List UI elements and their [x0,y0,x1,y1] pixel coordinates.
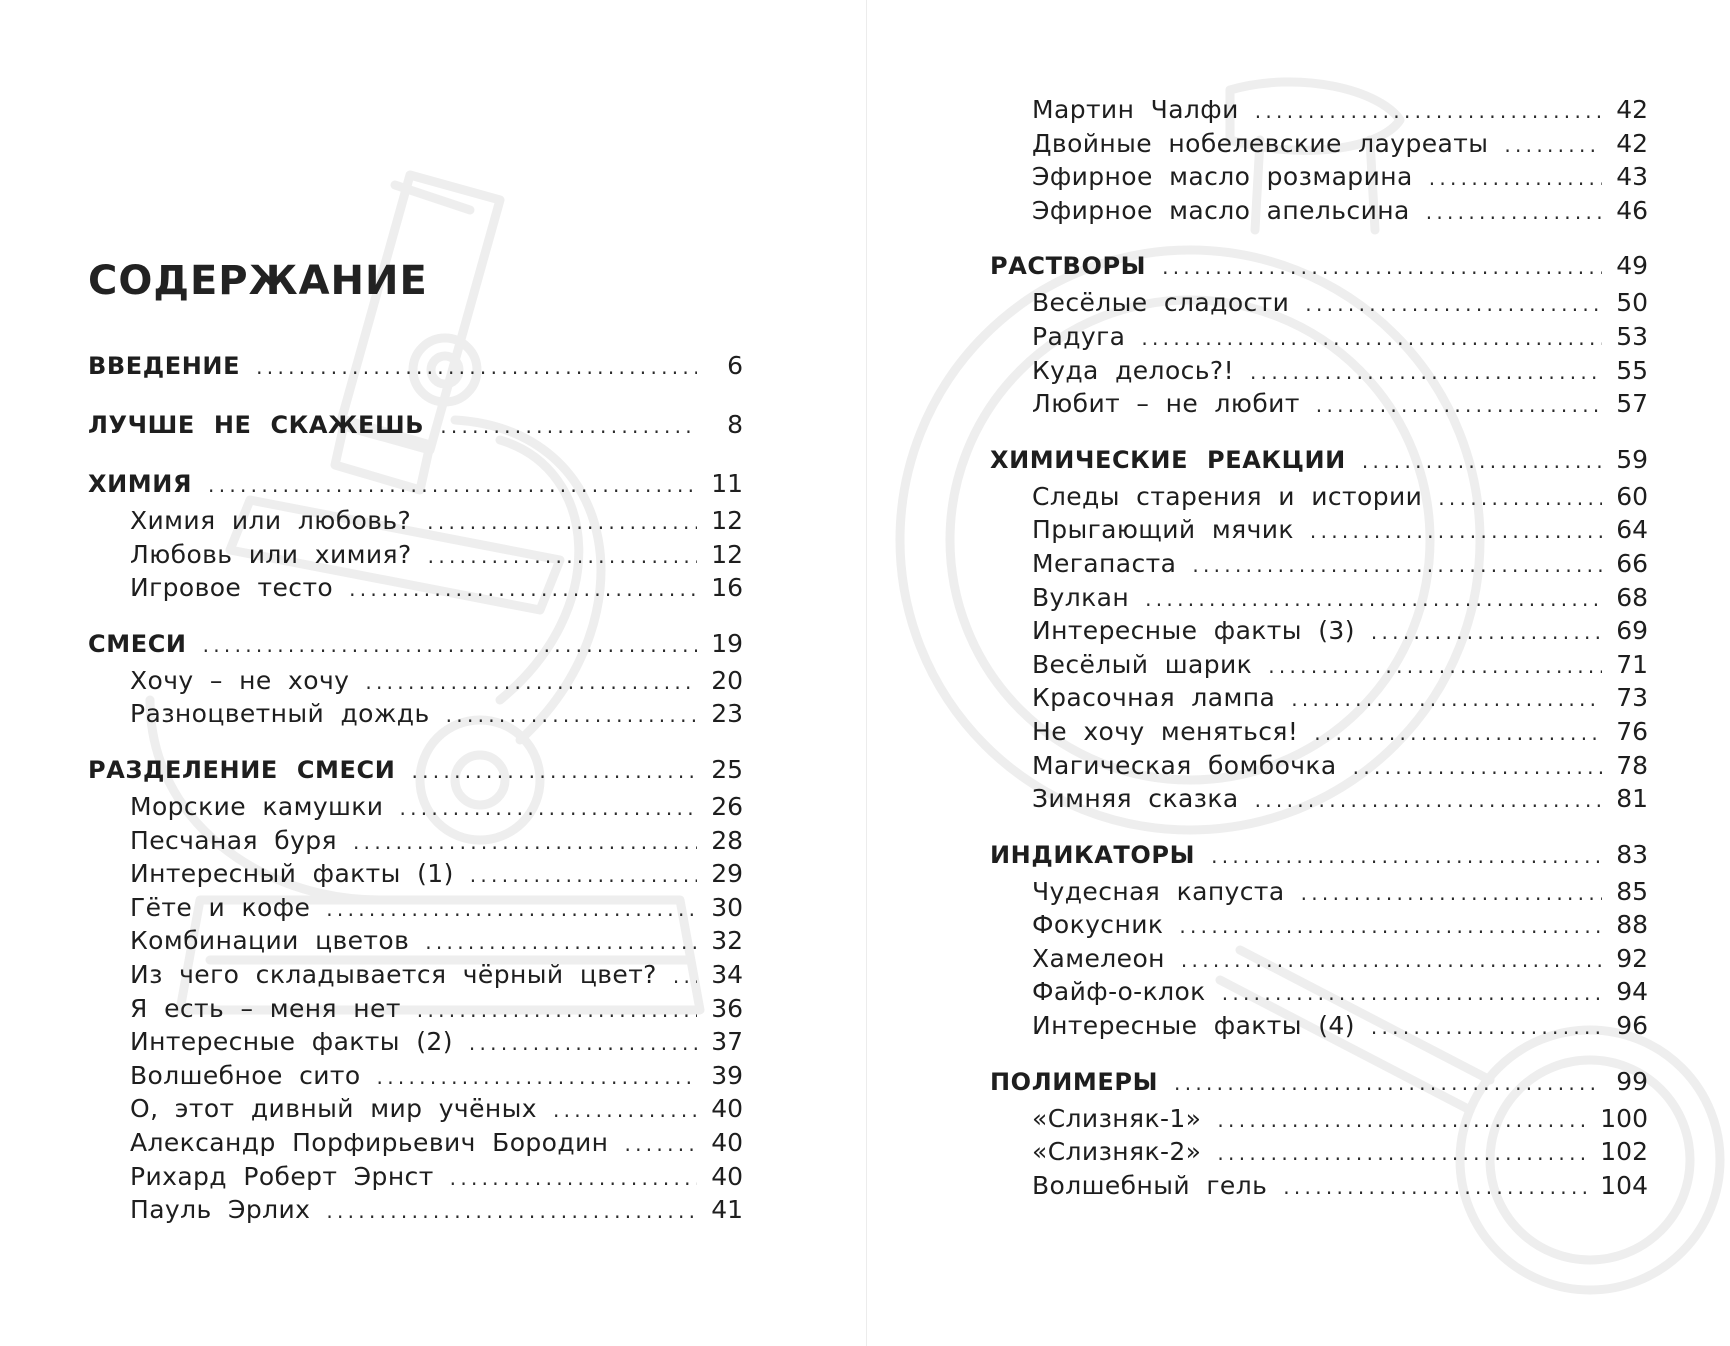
toc-page-number: 49 [1616,251,1648,281]
toc-right-column [990,93,1648,1202]
toc-section-heading[interactable] [88,405,743,445]
toc-entry-title: Хочу – не хочу [130,665,350,695]
toc-section-title: СМЕСИ [88,629,187,658]
toc-page-number: 40 [711,1127,743,1157]
toc-entry[interactable] [88,790,743,824]
toc-page-number: 66 [1616,548,1648,578]
toc-entry[interactable] [88,1160,743,1194]
toc-leader-dots [450,1162,697,1196]
toc-entry[interactable] [990,93,1648,127]
toc-page-number: 36 [711,993,743,1023]
toc-page-number: 11 [711,469,743,498]
toc-entry[interactable] [990,1135,1648,1169]
toc-page-number: 55 [1616,355,1648,385]
toc-entry-title: Песчаная буря [130,825,337,855]
toc-leader-dots [425,926,697,960]
toc-leader-dots [1174,1063,1602,1103]
toc-entry-title: Куда делось?! [1032,355,1235,385]
toc-leader-dots [1179,910,1602,944]
toc-leader-dots [1316,389,1602,423]
toc-leader-dots [1181,944,1602,978]
toc-entry[interactable] [88,824,743,858]
toc-entry-title: Игровое тесто [130,573,334,603]
toc-section [88,464,743,605]
toc-page-number: 71 [1616,649,1648,679]
toc-entry[interactable] [990,581,1648,615]
toc-section-heading[interactable] [88,346,743,386]
toc-page-number: 94 [1616,977,1648,1007]
toc-entry-title: Интересные факты (4) [1032,1011,1355,1041]
toc-leader-dots [428,540,697,574]
toc-section-heading[interactable] [990,440,1648,480]
toc-entry[interactable] [990,160,1648,194]
page-title: СОДЕРЖАНИЕ [88,258,428,304]
toc-leader-dots [1255,784,1602,818]
toc-page-number: 41 [711,1195,743,1225]
toc-entry[interactable] [88,664,743,698]
toc-section [88,750,743,1227]
toc-leader-dots [1291,683,1602,717]
toc-leader-dots [365,666,697,700]
toc-page-number: 104 [1600,1170,1648,1200]
toc-page-number: 102 [1600,1137,1648,1167]
toc-leader-dots [446,699,697,733]
toc-entry-title: Рихард Роберт Эрнст [130,1161,434,1191]
toc-leader-dots [427,506,697,540]
toc-entry[interactable] [990,681,1648,715]
toc-page-number: 28 [711,825,743,855]
toc-entry-title: Мартин Чалфи [1032,95,1239,124]
toc-section [88,624,743,731]
toc-leader-dots [1301,877,1602,911]
toc-section-title: ПОЛИМЕРЫ [990,1067,1159,1096]
toc-entry[interactable] [88,891,743,925]
toc-entry[interactable] [990,908,1648,942]
toc-entry-title: Мегапаста [1032,548,1177,578]
toc-entry-title: Красочная лампа [1032,683,1276,713]
toc-entry[interactable] [990,513,1648,547]
toc-leader-dots [553,1094,697,1128]
toc-entry[interactable] [990,387,1648,421]
toc-entry-title: Двойные нобелевские лауреаты [1032,128,1489,158]
toc-leader-dots [1426,196,1602,230]
toc-entry[interactable] [990,547,1648,581]
toc-leader-dots [1283,1171,1588,1205]
toc-entry-title: Файф-о-клок [1032,977,1206,1007]
toc-entry[interactable] [990,749,1648,783]
toc-entry-title: Вулкан [1032,582,1130,612]
toc-page-number: 83 [1616,839,1648,869]
toc-leader-dots [1504,129,1602,163]
toc-entry-title: Прыгающий мячик [1032,515,1294,545]
toc-leader-dots [470,859,697,893]
toc-page-number: 37 [711,1027,743,1057]
toc-entry[interactable] [88,697,743,731]
toc-section-title: ЛУЧШЕ НЕ СКАЖЕШЬ [88,411,425,439]
toc-entry-title: Весёлые сладости [1032,288,1290,318]
toc-leader-dots [1141,322,1602,356]
toc-page-number: 30 [711,892,743,922]
toc-entry-title: Не хочу меняться! [1032,716,1299,746]
toc-leader-dots [1222,977,1602,1011]
toc-page-number: 32 [711,926,743,956]
toc-leader-dots [1362,441,1602,481]
toc-page-number: 53 [1616,321,1648,351]
toc-page-number: 19 [711,628,743,658]
toc-entry-title: Интересные факты (2) [130,1027,453,1057]
toc-leader-dots [1429,162,1602,196]
toc-section-heading[interactable] [990,246,1648,286]
toc-section [990,835,1648,1043]
toc-entry-title: Хамелеон [1032,943,1165,973]
toc-leader-dots [399,792,697,826]
toc-entry[interactable] [990,875,1648,909]
toc-entry[interactable] [88,1126,743,1160]
toc-leader-dots [469,1027,697,1061]
toc-leader-dots [1250,356,1602,390]
toc-leader-dots [624,1128,697,1162]
toc-section-heading[interactable] [88,750,743,790]
toc-leader-dots [1314,717,1602,751]
toc-entry-title: Александр Порфирьевич Бородин [130,1127,609,1157]
toc-entry[interactable] [88,1059,743,1093]
toc-entry-title: Морские камушки [130,791,384,821]
toc-leader-dots [353,826,697,860]
toc-page-number: 46 [1616,195,1648,225]
toc-page-number: 100 [1600,1103,1648,1133]
toc-entry[interactable] [88,958,743,992]
toc-entry-title: Разноцветный дождь [130,699,430,729]
toc-section-title: РАЗДЕЛЕНИЕ СМЕСИ [88,755,396,784]
toc-entry-title: Пауль Эрлих [130,1195,311,1225]
toc-entry-title: Гёте и кофе [130,892,311,922]
toc-leader-dots [1305,288,1602,322]
toc-entry-title: «Слизняк-2» [1032,1137,1202,1167]
toc-section-heading[interactable] [88,624,743,664]
toc-entry-title: Чудесная капуста [1032,876,1285,906]
toc-section-title: ВВЕДЕНИЕ [88,352,241,380]
toc-entry-title: Комбинации цветов [130,926,410,956]
toc-page-number: 88 [1616,910,1648,940]
toc-leader-dots [1217,1104,1588,1138]
toc-entry[interactable] [990,480,1648,514]
toc-entry[interactable] [88,504,743,538]
toc-entry-title: Любовь или химия? [130,539,412,569]
toc-entry[interactable] [88,1092,743,1126]
toc-entry[interactable] [990,715,1648,749]
toc-page-number: 57 [1616,389,1648,419]
toc-leader-dots [1438,482,1602,516]
toc-page-number: 59 [1616,444,1648,474]
toc-leader-dots [1255,95,1602,129]
toc-page-number: 8 [727,410,743,439]
toc-leader-dots [1371,616,1602,650]
toc-page-number: 42 [1616,95,1648,124]
toc-entry[interactable] [88,857,743,891]
toc-entry[interactable] [990,1102,1648,1136]
toc-leader-dots [1268,650,1602,684]
toc-entry[interactable] [88,1193,743,1227]
toc-entry-title: Любит – не любит [1032,389,1300,419]
toc-entry[interactable] [990,286,1648,320]
toc-entry-title: Волшебный гель [1032,1170,1268,1200]
toc-leader-dots [326,893,697,927]
toc-leader-dots [673,960,697,994]
toc-page-number: 60 [1616,481,1648,511]
toc-entry-title: Химия или любовь? [130,506,412,535]
toc-entry[interactable] [990,354,1648,388]
toc-leader-dots [1217,1137,1588,1171]
toc-entry-title: Из чего складывается чёрный цвет? [130,959,657,989]
toc-section [88,405,743,445]
toc-page-number: 6 [727,351,743,380]
toc-left-column [88,346,743,1227]
toc-leader-dots [349,573,697,607]
toc-page-number: 50 [1616,288,1648,318]
toc-page-number: 43 [1616,162,1648,192]
toc-entry[interactable] [88,924,743,958]
toc-section [990,440,1648,816]
toc-page-number: 29 [711,859,743,889]
toc-entry-title: Фокусник [1032,910,1164,940]
toc-page-number: 40 [711,1161,743,1191]
toc-page-number: 68 [1616,582,1648,612]
toc-entry-title: Волшебное сито [130,1060,361,1090]
toc-page-number: 12 [711,539,743,569]
toc-entry[interactable] [990,782,1648,816]
toc-entry[interactable] [990,1169,1648,1203]
toc-entry[interactable] [990,127,1648,161]
toc-entry-title: О, этот дивный мир учёных [130,1094,537,1124]
toc-entry[interactable] [990,194,1648,228]
toc-entry[interactable] [990,975,1648,1009]
toc-entry[interactable] [88,992,743,1026]
toc-page-number: 78 [1616,750,1648,780]
toc-section-title: ХИМИЯ [88,470,193,498]
toc-leader-dots [1162,247,1602,287]
toc-page-number: 96 [1616,1011,1648,1041]
toc-entry[interactable] [88,538,743,572]
toc-leader-dots [1310,515,1602,549]
toc-entry[interactable] [990,320,1648,354]
toc-section-continued [990,93,1648,227]
toc-entry-title: Весёлый шарик [1032,649,1253,679]
toc-section-title: ХИМИЧЕСКИЕ РЕАКЦИИ [990,445,1346,474]
toc-leader-dots [1145,583,1602,617]
toc-entry-title: Эфирное масло розмарина [1032,162,1413,192]
toc-entry[interactable] [990,614,1648,648]
toc-page-number: 76 [1616,716,1648,746]
toc-section [990,246,1648,420]
toc-leader-dots [417,994,697,1028]
toc-page-number: 23 [711,699,743,729]
toc-leader-dots [1211,836,1602,876]
toc-entry-title: Следы старения и истории [1032,481,1423,511]
toc-page-number: 42 [1616,128,1648,158]
toc-leader-dots [440,406,697,446]
toc-section-title: ИНДИКАТОРЫ [990,840,1196,869]
toc-section-heading[interactable] [990,1062,1648,1102]
toc-entry-title: Зимняя сказка [1032,784,1239,814]
toc-section-heading[interactable] [88,464,743,504]
toc-entry[interactable] [88,1025,743,1059]
toc-page-number: 16 [711,573,743,603]
toc-page-number: 69 [1616,616,1648,646]
toc-section [990,1062,1648,1203]
toc-entry-title: Я есть – меня нет [130,993,401,1023]
toc-page-number: 85 [1616,876,1648,906]
toc-leader-dots [256,347,697,387]
toc-page-number: 20 [711,665,743,695]
toc-leader-dots [377,1061,697,1095]
toc-page-number: 99 [1616,1066,1648,1096]
toc-section-heading[interactable] [990,835,1648,875]
toc-entry-title: Интересные факты (3) [1032,616,1355,646]
toc-page-number: 12 [711,506,743,535]
toc-page-number: 64 [1616,515,1648,545]
toc-leader-dots [1192,549,1602,583]
toc-leader-dots [1371,1011,1602,1045]
toc-page-number: 39 [711,1060,743,1090]
toc-entry-title: Интересный факты (1) [130,859,454,889]
toc-page-number: 92 [1616,943,1648,973]
toc-page-number: 81 [1616,784,1648,814]
toc-leader-dots [1353,751,1602,785]
toc-entry-title: Эфирное масло апельсина [1032,195,1410,225]
toc-entry[interactable] [990,942,1648,976]
toc-entry[interactable] [88,571,743,605]
toc-leader-dots [411,751,697,791]
toc-leader-dots [208,465,697,505]
toc-leader-dots [326,1195,697,1229]
toc-page-number: 40 [711,1094,743,1124]
toc-page-number: 26 [711,791,743,821]
toc-entry-title: Радуга [1032,321,1126,351]
toc-page-number: 34 [711,959,743,989]
toc-section-title: РАСТВОРЫ [990,252,1147,281]
toc-page-number: 25 [711,754,743,784]
toc-entry-title: Магическая бомбочка [1032,750,1337,780]
toc-section [88,346,743,386]
toc-page-number: 73 [1616,683,1648,713]
toc-entry[interactable] [990,648,1648,682]
toc-leader-dots [203,625,697,665]
toc-entry-title: «Слизняк-1» [1032,1103,1202,1133]
toc-entry[interactable] [990,1009,1648,1043]
